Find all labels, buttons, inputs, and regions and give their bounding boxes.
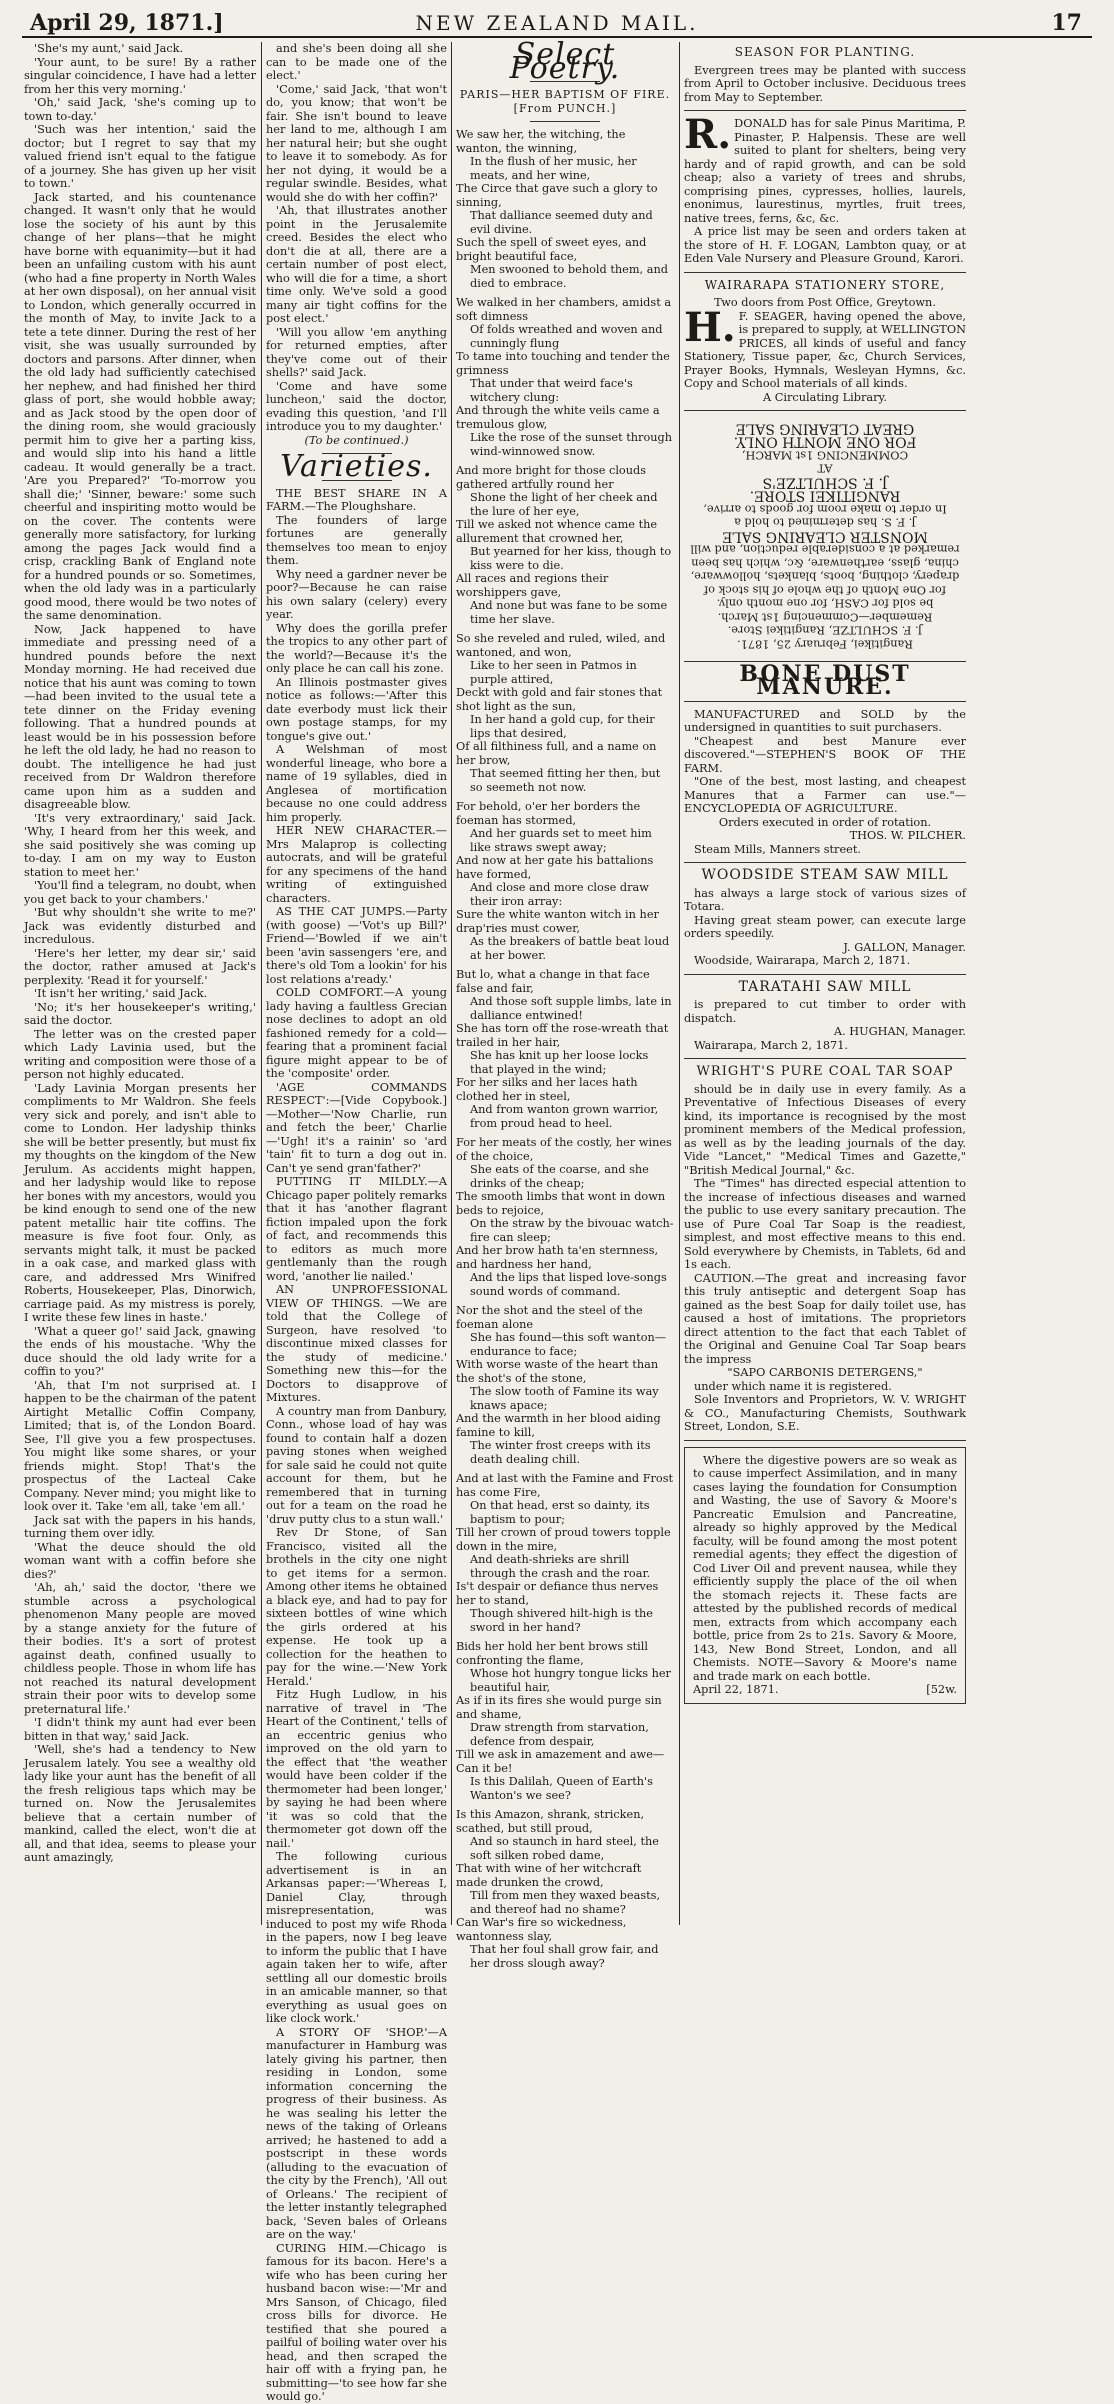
divider xyxy=(684,410,966,411)
wairarapa-subheading: Two doors from Post Office, Greytown. xyxy=(714,296,936,309)
poem-line: Like the rose of the sunset through wind-winnowed snow. xyxy=(470,431,673,458)
poem-line: Men swooned to behold them, and died to embrace. xyxy=(470,263,668,290)
divider xyxy=(684,272,966,273)
poem-line: We saw her, the witching, the wanton, the winning, xyxy=(456,128,626,155)
poem-stanza xyxy=(456,1640,674,1802)
poem-line: So she reveled and ruled, wiled, and wantoned, and won, xyxy=(456,632,666,659)
poem-line: Till from men they waxed beasts, and thereof had no shame? xyxy=(470,1889,661,1916)
poem-line: And death-shrieks are shrill through the crash and the roar. xyxy=(470,1553,651,1580)
variety-item: A Welshman of most wonderful lineage, who bore a name of 19 syllables, died in Anglesea of mortification because no one could address him properly. xyxy=(266,743,447,824)
poem-line: That seemed fitting her then, but so seemeth not now. xyxy=(470,767,661,794)
poem-stanza xyxy=(456,464,674,626)
bone-dust-heading: BONE DUST MANURE. xyxy=(739,660,911,700)
story-paragraph: Jack started, and his countenance changed. It wasn't only that he would lose the society of his aunt by this change of her plans—that he might have borne with equanimity—but it had been an unfailing custom with his aunt (who had a fine property in North Wales at her own disposal), on her annual visit to London, which generally occurred in the month of May, to invite Jack to a tete a tete dinner. During the rest of her visit, she was usually surrounded by doctors and parsons. After dinner, when the old lady had sufficiently catechised her nephew, and had finished her third glass of port, she would hobble away; and as Jack stood by the open door of the dining room, she would graciously permit him to give her a parting kiss, and would slip into his hand a little cadeau. It would generally be a tract. 'Are you Prepared?' 'To-morrow you shall die;' 'Sinner, beware:' some such cheerful and inspiriting motto would be on the cover. The contents were generally more satisfactory, for lurking among the pages Jack would find a crisp, crackling Bank of England note for a hundred pounds or so. Sometimes, when the old lady was in a particularly good mood, there would be two notes of the same denomination. xyxy=(24,190,256,622)
divider xyxy=(684,1440,966,1441)
poem-line: That under that weird face's witchery clung: xyxy=(470,377,633,404)
taratahi-date: Wairarapa, March 2, 1871. xyxy=(694,1038,849,1052)
story-paragraph: Jack sat with the papers in his hands, turning them over idly. xyxy=(24,1513,256,1540)
variety-item: Why need a gardner never be poor?—Because he can raise his own salary (celery) every year. xyxy=(266,567,447,621)
story-paragraph: Now, Jack happened to have immediate and pressing need of a hundred pounds before the next Monday morning. He had received due notice that his aunt was coming to town—had been invited to the usual tete a tete dinner on the Friday evening following. That a hundred pounds at least would be in his possession before he left the old lady, he had no reason to doubt. The intelligence he had just received from Dr Waldron therefore came upon him as a sudden and disagreeable blow. xyxy=(24,622,256,811)
story-paragraph: 'But why shouldn't she write to me?' Jack was evidently disturbed and incredulous. xyxy=(24,906,256,946)
drop-cap-r: R. xyxy=(684,111,732,158)
clearing-sale-line: J. F. SCHULTZE'S xyxy=(762,474,888,491)
page-number: 17 xyxy=(1051,10,1082,36)
masthead xyxy=(22,8,1092,38)
wright-caution: CAUTION.—The great and increasing favor this truly antiseptic and detergent Soap has gained as the best Soap for daily toilet use, has caused a host of imitations. The proprietors direct attention to the fact that each Tablet of the Original and Genuine Coal Tar Soap bears the impress xyxy=(684,1271,966,1366)
story-paragraph: 'Well, she's had a tendency to New Jerusalem lately. You see a wealthy old lady like your aunt has the benefit of all the fresh religious taps which may be turned on. Now the Jerusalemites believe that a certain number of mankind, called the elect, won't die at all, and that idea, seems to please your aunt amazingly, xyxy=(24,1743,256,1864)
clearing-sale-line: J. F. S. has determined to hold a xyxy=(734,516,916,529)
clearing-sale-line: J. F. SCHULTZE, Rangitikei Store. xyxy=(727,624,923,637)
column-rule xyxy=(261,42,262,1925)
bone-dust-orders: Orders executed in order of rotation. xyxy=(718,815,932,829)
poem-line: Of all filthiness full, and a name on her brow, xyxy=(456,740,657,767)
variety-item: COLD COMFORT.—A young lady having a faultless Grecian nose declines to adopt an old fashioned remedy for a cold—fearing that a prominent facial figure might appear to be of the 'composite' order. xyxy=(266,986,447,1080)
poem-line: Till her crown of proud towers topple down in the mire, xyxy=(456,1526,671,1553)
upside-down-advertisement xyxy=(684,421,966,651)
gallon-signature: J. GALLON, Manager. xyxy=(843,940,966,954)
poem-line: Sure the white wanton witch in her drap'ries must cower, xyxy=(456,908,659,935)
variety-item: The founders of large fortunes are generally themselves too mean to enjoy them. xyxy=(266,513,447,567)
poem-line: But yearned for her kiss, though to kiss were to die. xyxy=(470,545,672,572)
savory-moore-ad xyxy=(684,1447,966,1704)
column-story xyxy=(24,42,256,1925)
variety-item: CURING HIM.—Chicago is famous for its bacon. Here's a wife who has been curing her husband bacon wise:—'Mr and Mrs Sanson, of Chicago, filed cross bills for divorce. He testified that she poured a pailful of boiling water over his head, and then scraped the hair off with a frying pan, he submitting—'to see how far she would go.' xyxy=(266,2241,447,2403)
divider xyxy=(530,121,600,122)
story-paragraph: 'Ah, that I'm not surprised at. I happen to be the chairman of the patent Airtight Metallic Coffin Company, Limited; that is, of the London Board. See, I'll give you a few prospectuses. You might like some shares, or your friends might. Stop! That's the prospectus of the Lacteal Cake Company. Never mind; you might like to look over it. Take 'em all, take 'em all.' xyxy=(24,1378,256,1513)
poem-line: With worse waste of the heart than the shot's of the stone, xyxy=(456,1358,659,1385)
wright-text-4: under which name it is registered. xyxy=(694,1379,892,1393)
poem-line: On that head, erst so dainty, its baptism to pour; xyxy=(470,1499,650,1526)
poem-line: All races and regions their worshippers gave, xyxy=(456,572,609,599)
circulating-library: A Circulating Library. xyxy=(763,390,887,404)
clearing-sale-line: AT xyxy=(817,462,833,475)
taratahi-heading: TARATAHI SAW MILL xyxy=(738,978,912,995)
varieties-heading: Varieties. xyxy=(280,449,433,484)
poem-line: And through the white veils came a tremulous glow, xyxy=(456,404,660,431)
newspaper-title: NEW ZEALAND MAIL. xyxy=(415,11,699,35)
column-rule xyxy=(451,42,452,1925)
poem-line: She has torn off the rose-wreath that trailed in her hair, xyxy=(456,1022,669,1049)
variety-item: PUTTING IT MILDLY.—A Chicago paper politely remarks that it has 'another flagrant fiction impaled upon the fork of fact, and recommends this to editors as much more gentlemanly than the rough word, 'another lie nailed.' xyxy=(266,1175,447,1283)
taratahi-text: is prepared to cut timber to order with dispatch. xyxy=(684,998,966,1025)
poem-line: She has knit up her loose locks that played in the wind; xyxy=(470,1049,649,1076)
bone-dust-quote-1: "Cheapest and best Manure ever discovered."—STEPHEN'S BOOK OF THE FARM. xyxy=(684,734,966,775)
story-paragraph: 'Such was her intention,' said the doctor; but I regret to say that my valued friend isn't equal to the fatigue of a journey. She has given up her visit to town.' xyxy=(24,123,256,190)
variety-item: Why does the gorilla prefer the tropics to any other part of the world?—Because it's the only place he can call his zone. xyxy=(266,621,447,675)
poem-line: And the warmth in her blood aiding famine to kill, xyxy=(456,1412,661,1439)
story-paragraph: 'It's very extraordinary,' said Jack. 'Why, I heard from her this week, and she said positively she was coming up to-day. I am on my way to Euston station to meet her.' xyxy=(24,811,256,879)
clearing-sale-line: RANGITIKEI STORE. xyxy=(749,488,901,504)
poem-line: And at last with the Famine and Frost has come Fire, xyxy=(456,1472,674,1499)
poem-source: [From PUNCH.] xyxy=(513,101,617,115)
poem-line: Is this Dalilah, Queen of Earth's Wanton's we see? xyxy=(470,1775,653,1802)
story-paragraph: 'Come,' said Jack, 'that won't do, you know; that won't be fair. She isn't bound to leave her land to me, although I am her natural heir; but she ought to leave it to somebody. As for her not dying, it would be a regular swindle. Besides, what would she do with her coffin?' xyxy=(266,82,447,204)
wairarapa-heading: WAIRARAPA STATIONERY STORE, xyxy=(704,277,946,292)
seager-ad-text: F. SEAGER, having opened the above, is prepared to supply, at WELLINGTON PRICES, all kinds of useful and fancy Stationery, Tissue paper, &c, Church Services, Prayer Books, Hymnals, Wesleyan Hymns, &c. Copy and School materials of all kinds. xyxy=(684,309,966,390)
poem-line: That with wine of her witchcraft made drunken the crowd, xyxy=(456,1862,642,1889)
poem-line: And the lips that lisped love-songs sound words of command. xyxy=(470,1271,667,1298)
story-paragraph: 'What the deuce should the old woman want with a coffin before she dies?' xyxy=(24,1540,256,1581)
donald-ad-text-2: A price list may be seen and orders taken at the store of H. F. LOGAN, Lambton quay, or at Eden Vale Nursery and Pleasure Ground, Karori. xyxy=(684,225,966,265)
poem-stanza xyxy=(456,128,674,290)
poem-stanza xyxy=(456,1808,674,1970)
poem-line: And now at her gate his battalions have formed, xyxy=(456,854,654,881)
bone-dust-quote-2: "One of the best, most lasting, and cheapest Manures that a Farmer can use."—ENCYCLOPEDIA OF AGRICULTURE. xyxy=(684,775,966,815)
poem-line: That dalliance seemed duty and evil divine. xyxy=(470,209,653,236)
wright-text-2: The "Times" has directed especial attention to the increase of infectious diseases and warned the public to use every sanitary precaution. The use of Pure Coal Tar Soap is the readiest, simplest, and most effective means to this end. Sold everywhere by Chemists, in Tablets, 6d and 1s each. xyxy=(684,1177,966,1271)
poem-stanza xyxy=(456,1136,674,1298)
poem-stanza xyxy=(456,1304,674,1466)
poem-line: She eats of the coarse, and she drinks of the cheap; xyxy=(470,1163,649,1190)
story-paragraph: 'Lady Lavinia Morgan presents her compliments to Mr Waldron. She feels very sick and porely, and isn't able to come to London. Her ladyship thinks she will be better presently, but must fix my thoughts on the kingdom of the New Jerulum. As accidents might happen, and her ladyship would like to repose her bones with my ancestors, would you be kind enough to send one of the new patent metallic hair tite coffins. The measure is five foot four. Only, as servants might talk, it must be packed in a oak case, and marked glass with care, and addressed Mrs Winifred Roberts, Housekeeper, Plas, Dinorwich, carriage paid. As my mistress is porely, I write these few lines in haste.' xyxy=(24,1081,256,1324)
poem-line: For her silks and her laces hath clothed her in steel, xyxy=(456,1076,638,1103)
variety-item: HER NEW CHARACTER.—Mrs Malaprop is collecting autocrats, and will be grateful for any specimens of the hand writing of extinguished characters. xyxy=(266,824,447,905)
divider xyxy=(684,701,966,702)
clearing-sale-line: MONSTER CLEARING SALE xyxy=(722,528,928,545)
story-paragraph: 'Oh,' said Jack, 'she's coming up to town to-day.' xyxy=(24,96,256,123)
poem-line: And from wanton grown warrior, from proud head to heel. xyxy=(470,1103,659,1130)
savory-text: Where the digestive powers are so weak as to cause imperfect Assimilation, and in many cases laying the foundation for Consumption and Wasting, the use of Savory & Moore's Pancreatic Emulsion and Pancreatine, already so highly approved by the Medical faculty, will be found among the most potent remedial agents; they effect the digestion of Cod Liver Oil and prevent nausea, while they efficiently supply the place of the oil when the stomach rejects it. These facts are attested by the published records of medical men, extracts from which accompany each bottle, price from 2s to 21s. Savory & Moore, 143, New Bond Street, London, and all Chemists. NOTE—Savory & Moore's name and trade mark on each bottle. xyxy=(693,1453,957,1683)
poem-line: The smooth limbs that wont in down beds to rejoice, xyxy=(456,1190,666,1217)
variety-item: Rev Dr Stone, of San Francisco, visited all the brothels in the city one night to get items for a sermon. Among other items he obtained a black eye, and had to pay for sixteen bottles of wine which the girls ordered at his expense. He took up a collection for the heathen to pay for the wine.—'New York Herald.' xyxy=(266,1526,447,1688)
story-paragraph: 'It isn't her writing,' said Jack. xyxy=(34,987,208,1000)
column-poetry xyxy=(456,37,674,1970)
poem-line: On the straw by the bivouac watch-fire can sleep; xyxy=(470,1217,674,1244)
story-paragraph: 'You'll find a telegram, no doubt, when you get back to your chambers.' xyxy=(24,879,256,906)
pilcher-address: Steam Mills, Manners street. xyxy=(694,842,861,856)
poem-line: For behold, o'er her borders the foeman has stormed, xyxy=(456,800,641,827)
woodside-heading: WOODSIDE STEAM SAW MILL xyxy=(701,867,949,883)
hughan-signature: A. HUGHAN, Manager. xyxy=(833,1025,966,1038)
wright-text: should be in daily use in every family. As a Preventative of Infectious Diseases of every kind, its importance is recognised by the most prominent members of the Medical profession, as well as by the leading journals of the day. Vide "Lancet," "Medical Times and Gazette," "British Medical Journal," &c. xyxy=(684,1082,966,1177)
poem-line: And close and more close draw their iron array: xyxy=(470,881,649,908)
poem-line: Deckt with gold and fair stones that shot light as the sun, xyxy=(456,686,663,713)
story-paragraph: and she's been doing all she can to be made one of the elect.' xyxy=(266,42,447,82)
poetry-heading: Select Poetry. xyxy=(509,37,621,86)
poem-stanza xyxy=(456,800,674,962)
story-paragraph: 'No; it's her housekeeper's writing,' said the doctor. xyxy=(24,1000,256,1027)
savory-code: [52w. xyxy=(926,1683,957,1696)
story-paragraph: 'What a queer go!' said Jack, gnawing the ends of his moustache. 'Why the duce should the old lady write for a coffin to you?' xyxy=(24,1324,256,1378)
woodside-date: Woodside, Wairarapa, March 2, 1871. xyxy=(694,954,911,967)
variety-item: The following curious advertisement is in an Arkansas paper:—'Whereas I, Daniel Clay, through misrepresentation, was induced to post my wife Rhoda in the papers, now I beg leave to inform the public that I have again taken her to wife, after settling all our domestic broils in an amicable manner, so that everything as usual goes on like clock work.' xyxy=(266,1850,447,2025)
poem-line: As if in its fires she would purge sin and shame, xyxy=(456,1694,662,1721)
poem-line: Draw strength from starvation, defence from despair, xyxy=(470,1721,649,1748)
drop-cap-h: H. xyxy=(684,303,736,351)
variety-item: AN UNPROFESSIONAL VIEW OF THINGS. —We are told that the College of Surgeon, have resolved 'to discontinue mixed classes for the study of medicine.' Something new this—for the Doctors to disapprove of Mixtures. xyxy=(266,1283,447,1404)
clearing-sale-line: Remember—Commencing 1st March. xyxy=(717,610,933,624)
poem-stanza xyxy=(456,296,674,458)
variety-item: A country man from Danbury, Conn., whose load of hay was found to contain half a dozen paving stones when weighed for sale said he could not quite account for them, but he remembered that in turning out for a team on the road he 'druv putty clus to a stun wall.' xyxy=(266,1404,447,1526)
wright-proprietors: Sole Inventors and Proprietors, W. V. WRIGHT & CO., Manufacturing Chemists, Southwark Street, London, S.E. xyxy=(684,1393,966,1433)
divider xyxy=(684,1058,966,1059)
divider xyxy=(684,862,966,863)
poem-line: The slow tooth of Famine its way knaws apace; xyxy=(470,1385,659,1412)
poem-line: But lo, what a change in that face false and fair, xyxy=(456,968,650,995)
clearing-sale-line: for One Month of the whole of his stock of drapery, clothing, boots, blankets, hollowware, china, glass, earthenware, &c, which has been remarked at a considerable reduction, and will xyxy=(690,543,960,597)
variety-item: Fitz Hugh Ludlow, in his narrative of travel in 'The Heart of the Continent,' tells of an eccentric genius who improved on the old yarn to the effect that 'the weather would have been colder if the thermometer had been longer,' by saying he had been where 'it was so cold that the thermometer got down off the nail.' xyxy=(266,1688,447,1850)
poem-line: To tame into touching and tender the grimness xyxy=(456,350,670,377)
story-paragraph: 'I didn't think my aunt had ever been bitten in that way,' said Jack. xyxy=(24,1716,256,1743)
woodside-text: has always a large stock of various sizes of Totara. xyxy=(684,886,966,913)
clearing-sale-line: Rangitikei, February 25, 1871. xyxy=(737,637,913,651)
poem-line: Is't despair or defiance thus nerves her to stand, xyxy=(456,1580,659,1607)
poem-title: PARIS—HER BAPTISM OF FIRE. xyxy=(459,88,671,101)
savory-date: April 22, 1871. xyxy=(693,1683,779,1696)
season-text: Evergreen trees may be planted with success from April to October inclusive. Deciduous trees from May to September. xyxy=(684,63,966,104)
donald-ad-text: DONALD has for sale Pinus Maritima, P. Pinaster, P. Halpensis. These are well suited to plant for shelters, being very hardy and of rapid growth, and can be sold cheap; also a variety of trees and shrubs, comprising pines, cypresses, hollies, laurels, enonimus, laurestinus, myrtles, fruit trees, native trees, ferns, &c, &c. xyxy=(684,117,966,225)
to-be-continued: (To be continued.) xyxy=(304,433,409,447)
poem-line: Like to her seen in Patmos in purple attired, xyxy=(470,659,637,686)
wright-soap-heading: WRIGHT'S PURE COAL TAR SOAP xyxy=(696,1064,954,1079)
story-paragraph: 'Ah, ah,' said the doctor, 'there we stumble across a psychological phenomenon Many people are moved by a stange anxiety for the future of their bodies. It's a sort of protest against death, confined usually to childless people. Those in whom life has not reached its natural development strain their poor wits to develop some preternatural life.' xyxy=(24,1581,256,1716)
poem-line: And more bright for those clouds gathered artfully round her xyxy=(456,464,647,491)
variety-item: 'AGE COMMANDS RESPECT':—[Vide Copybook.] —Mother—'Now Charlie, run and fetch the beer,' Charlie—'Ugh! it's a rainin' so 'ard 'tain' fit to turn a dog out in. Can't ye send gran'father?' xyxy=(266,1080,447,1175)
column-varieties xyxy=(266,42,447,2403)
poem-line: For her meats of the costly, her wines of the choice, xyxy=(456,1136,672,1163)
story-paragraph: 'She's my aunt,' said Jack. xyxy=(34,42,184,55)
poem-line: In the flush of her music, her meats, and her wine, xyxy=(470,155,637,182)
variety-item: An Illinois postmaster gives notice as follows:—'After this date everbody must lick their own postage stamps, for my tongue's give out.' xyxy=(266,675,447,743)
poem-line: Bids her hold her bent brows still confronting the flame, xyxy=(456,1640,648,1667)
poem-line: The Circe that gave such a glory to sinning, xyxy=(456,182,658,209)
poem-line: The winter frost creeps with its death dealing chill. xyxy=(470,1439,651,1466)
poem-line: We walked in her chambers, amidst a soft dimness xyxy=(456,296,672,323)
story-paragraph: 'Ah, that illustrates another point in the Jerusalemite creed. Besides the elect who don't die at all, there are a certain number of post elect, who will die for a time, a short time only. We've sold a good many air tight coffins for the post elect.' xyxy=(266,204,447,325)
poem-line: Nor the shot and the steel of the foeman alone xyxy=(456,1304,643,1331)
story-paragraph: 'Your aunt, to be sure! By a rather singular coincidence, I have had a letter from her this very morning.' xyxy=(24,55,256,96)
divider xyxy=(684,974,966,975)
variety-item: THE BEST SHARE IN A FARM.—The Ploughshare. xyxy=(266,486,447,513)
column-advertisements xyxy=(684,42,966,1925)
bone-dust-text: MANUFACTURED and SOLD by the undersigned in quantities to suit purchasers. xyxy=(684,707,966,734)
poem-line: As the breakers of battle beat loud at her bower. xyxy=(470,935,670,962)
wright-impress: "SAPO CARBONIS DETERGENS," xyxy=(727,1366,923,1379)
poem-line: And those soft supple limbs, late in dalliance entwined! xyxy=(470,995,672,1022)
story-paragraph: 'Will you allow 'em anything for returned empties, after they've come out of their shells?' said Jack. xyxy=(266,325,447,379)
clearing-sale-line: COMMENCING 1st MARCH, xyxy=(741,448,909,462)
poem-line: And her brow hath ta'en sternness, and hardness her hand, xyxy=(456,1244,659,1271)
story-paragraph: The letter was on the crested paper which Lady Lavinia used, but the writing and composition were those of a person not highly educated. xyxy=(24,1027,256,1081)
poem-line: In her hand a gold cup, for their lips that desired, xyxy=(470,713,655,740)
poem-line: Of folds wreathed and woven and cunningly flung xyxy=(470,323,663,350)
poem-line: Till we asked not whence came the allurement that crowned her, xyxy=(456,518,658,545)
poem-line: That her foul shall grow fair, and her dross slough away? xyxy=(470,1943,659,1970)
pilcher-signature: THOS. W. PILCHER. xyxy=(849,829,966,842)
clearing-sale-line: In order to make room for goods to arrive, xyxy=(703,502,947,516)
column-rule xyxy=(679,42,680,1925)
poem-stanza xyxy=(456,632,674,794)
poem-line: Is this Amazon, shrank, stricken, scathed, but still proud, xyxy=(456,1808,645,1835)
variety-item: AS THE CAT JUMPS.—Party (with goose) —'Vot's up Bill?' Friend—'Bowled if we ain't been 'avin sassengers 'ere, and there's old Tom a lookin' for his lost relations a'ready.' xyxy=(266,905,447,986)
poem-line: Such the spell of sweet eyes, and bright beautiful face, xyxy=(456,236,647,263)
poem-line: And none but was fane to be some time her slave. xyxy=(470,599,668,626)
poem-line: Can War's fire so wickedness, wantonness slay, xyxy=(456,1916,627,1943)
variety-item: A STORY OF 'SHOP.'—A manufacturer in Hamburg was lately giving his partner, then residing in London, some information concerning the progress of their business. As he was sealing his letter the news of the taking of Orleans arrived; he hastened to add a postscript in these words (alluding to the evacuation of the city by the French), 'All out of Orleans.' The recipient of the letter instantly telegraphed back, 'Seven bales of Orleans are on the way.' xyxy=(266,2025,447,2241)
clearing-sale-line: be sold for CASH, for one month only. xyxy=(716,597,934,610)
poem-line: Shone the light of her cheek and the lure of her eye, xyxy=(470,491,658,518)
poem-line: Though shivered hilt-high is the sword in her hand? xyxy=(470,1607,653,1634)
poem-stanza xyxy=(456,968,674,1130)
clearing-sale-line: FOR ONE MONTH ONLY. xyxy=(733,434,917,450)
poem-line: She has found—this soft wanton—endurance to face; xyxy=(470,1331,667,1358)
story-paragraph: 'Come and have some luncheon,' said the doctor, evading this question, 'and I'll introduce you to my daughter.' xyxy=(266,379,447,433)
poem-line: And her guards set to meet him like straws swept away; xyxy=(470,827,652,854)
clearing-sale-line: GREAT CLEARING SALE xyxy=(735,420,915,437)
poem-stanza xyxy=(456,1472,674,1634)
issue-date: April 29, 1871.] xyxy=(30,10,224,36)
season-heading: SEASON FOR PLANTING. xyxy=(734,45,916,59)
poem-line: And so staunch in hard steel, the soft silken robed dame, xyxy=(470,1835,659,1862)
poem-line: Till we ask in amazement and awe—Can it be! xyxy=(456,1748,665,1775)
poem-line: Whose hot hungry tongue licks her beautiful hair, xyxy=(470,1667,671,1694)
story-paragraph: 'Here's her letter, my dear sir,' said the doctor, rather amused at Jack's perplexity. 'Read it for yourself.' xyxy=(24,946,256,987)
woodside-text-2: Having great steam power, can execute large orders speedily. xyxy=(684,913,966,940)
